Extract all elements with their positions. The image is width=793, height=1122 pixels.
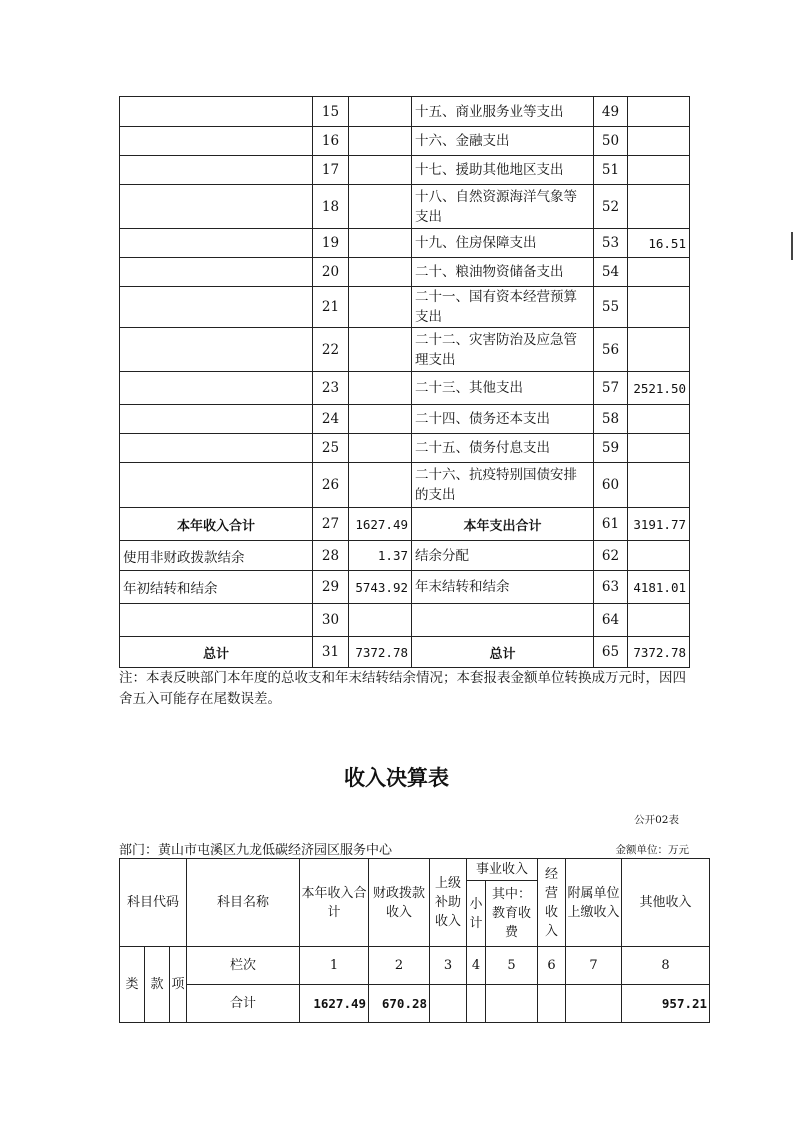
total-subtotal: [467, 985, 486, 1023]
table-row: [120, 229, 690, 258]
row-label-left: 使用非财政拨款结余: [120, 541, 313, 571]
row-number-right: 62: [594, 541, 628, 571]
row-item-right: 二十六、抗疫特别国债安排的支出: [412, 463, 594, 508]
row-number-left: 24: [313, 405, 349, 434]
row-item-right: 总计: [412, 637, 594, 668]
row-number-right: 59: [594, 434, 628, 463]
row-item-right: 结余分配: [412, 541, 594, 571]
table-row: [120, 185, 690, 229]
table-row: [120, 405, 690, 434]
table-row: [120, 97, 690, 127]
row-label-left: [120, 463, 313, 508]
header-lanci: 栏次: [187, 947, 300, 985]
total-operating: [538, 985, 566, 1023]
total-label: 合计: [187, 985, 300, 1023]
row-item-right: 二十、粮油物资储备支出: [412, 258, 594, 287]
row-number-left: 26: [313, 463, 349, 508]
table-row: [120, 604, 690, 637]
row-number-right: 50: [594, 127, 628, 156]
row-value-right: 2521.50: [628, 372, 690, 405]
row-value-left: [349, 185, 412, 229]
row-number-left: 17: [313, 156, 349, 185]
row-number-left: 20: [313, 258, 349, 287]
col-number: 5: [486, 947, 538, 985]
row-number-left: 23: [313, 372, 349, 405]
row-value-left: [349, 604, 412, 637]
row-label-left: [120, 185, 313, 229]
income-expenditure-body: [120, 97, 690, 668]
income-statement-table: [119, 858, 710, 1023]
row-item-right: 二十三、其他支出: [412, 372, 594, 405]
row-value-left: [349, 258, 412, 287]
row-value-left: [349, 287, 412, 328]
table-note: 注：本表反映部门本年度的总收支和年末结转结余情况；本套报表金额单位转换成万元时，因四舍五入可能存在尾数误差。: [119, 670, 686, 707]
row-number-right: 60: [594, 463, 628, 508]
row-value-left: [349, 328, 412, 372]
total-fiscal: 670.28: [369, 985, 430, 1023]
header-superior: 上级补助收入: [430, 859, 467, 947]
row-number-left: 25: [313, 434, 349, 463]
row-number-left: 29: [313, 571, 349, 604]
row-value-left: [349, 97, 412, 127]
header-lei: 类: [120, 947, 145, 1023]
table-row: [120, 434, 690, 463]
row-value-right: 16.51: [628, 229, 690, 258]
row-number-right: 49: [594, 97, 628, 127]
row-item-right: 二十四、债务还本支出: [412, 405, 594, 434]
row-label-left: 总计: [120, 637, 313, 668]
row-value-right: [628, 604, 690, 637]
row-item-right: 二十一、国有资本经营预算支出: [412, 287, 594, 328]
row-item-right: 十八、自然资源海洋气象等支出: [412, 185, 594, 229]
row-value-left: [349, 372, 412, 405]
row-number-left: 18: [313, 185, 349, 229]
row-value-right: [628, 434, 690, 463]
row-item-right: 本年支出合计: [412, 508, 594, 541]
row-item-right: 年末结转和结余: [412, 571, 594, 604]
table-row: [120, 127, 690, 156]
table-row: [120, 287, 690, 328]
row-value-right: [628, 258, 690, 287]
income-expenditure-table: [119, 96, 690, 668]
section-title: 收入决算表: [344, 766, 449, 790]
row-value-left: [349, 405, 412, 434]
row-number-right: 51: [594, 156, 628, 185]
table-row: [120, 156, 690, 185]
row-label-left: [120, 372, 313, 405]
row-value-right: [628, 405, 690, 434]
row-number-left: 30: [313, 604, 349, 637]
row-item-right: 二十五、债务付息支出: [412, 434, 594, 463]
row-number-left: 19: [313, 229, 349, 258]
row-item-right: [412, 604, 594, 637]
row-value-left: [349, 156, 412, 185]
header-subtotal: 小计: [467, 881, 486, 947]
row-value-right: [628, 463, 690, 508]
row-value-left: 7372.78: [349, 637, 412, 668]
row-number-left: 21: [313, 287, 349, 328]
row-value-left: [349, 127, 412, 156]
row-value-left: [349, 434, 412, 463]
department-label: 部门：黄山市屯溪区九龙低碳经济园区服务中心: [119, 843, 393, 858]
row-number-right: 52: [594, 185, 628, 229]
row-label-left: [120, 328, 313, 372]
row-item-right: 十九、住房保障支出: [412, 229, 594, 258]
row-value-right: [628, 541, 690, 571]
row-label-left: [120, 229, 313, 258]
row-number-right: 65: [594, 637, 628, 668]
header-income: 本年收入合计: [300, 859, 369, 947]
header-fiscal: 财政拨款收入: [369, 859, 430, 947]
total-affiliate: [566, 985, 622, 1023]
row-value-left: [349, 229, 412, 258]
row-value-left: 1.37: [349, 541, 412, 571]
table-row: [120, 571, 690, 604]
amount-unit: 金额单位：万元: [615, 844, 689, 856]
header-kuan: 款: [145, 947, 170, 1023]
total-other: 957.21: [622, 985, 710, 1023]
header-code: 科目代码: [120, 859, 187, 947]
row-number-left: 28: [313, 541, 349, 571]
row-value-right: [628, 97, 690, 127]
row-number-right: 57: [594, 372, 628, 405]
total-edu-fee: [486, 985, 538, 1023]
row-value-right: [628, 185, 690, 229]
row-value-left: [349, 463, 412, 508]
header-xiang: 项: [170, 947, 187, 1023]
row-value-right: 3191.77: [628, 508, 690, 541]
row-number-right: 54: [594, 258, 628, 287]
table-row: [120, 463, 690, 508]
table-row: [120, 328, 690, 372]
table-row: [120, 637, 690, 668]
row-label-left: [120, 97, 313, 127]
row-label-left: [120, 434, 313, 463]
row-number-right: 55: [594, 287, 628, 328]
row-number-left: 31: [313, 637, 349, 668]
row-label-left: [120, 258, 313, 287]
row-value-left: 5743.92: [349, 571, 412, 604]
row-number-left: 15: [313, 97, 349, 127]
row-value-right: [628, 156, 690, 185]
col-number: 1: [300, 947, 369, 985]
row-value-right: [628, 328, 690, 372]
row-number-left: 22: [313, 328, 349, 372]
col-number: 2: [369, 947, 430, 985]
row-item-right: 十六、金融支出: [412, 127, 594, 156]
table-row: [120, 541, 690, 571]
row-label-left: [120, 405, 313, 434]
row-item-right: 十七、援助其他地区支出: [412, 156, 594, 185]
row-label-left: [120, 604, 313, 637]
row-number-right: 61: [594, 508, 628, 541]
table-row: [120, 508, 690, 541]
column-number-row: [120, 947, 710, 985]
col-number: 4: [467, 947, 486, 985]
row-value-left: 1627.49: [349, 508, 412, 541]
row-label-left: [120, 127, 313, 156]
col-number: 3: [430, 947, 467, 985]
row-number-left: 27: [313, 508, 349, 541]
total-income: 1627.49: [300, 985, 369, 1023]
row-value-right: [628, 287, 690, 328]
header-edu-fee: 其中：教育收费: [486, 881, 538, 947]
form-number: 公开02表: [634, 814, 679, 826]
row-label-left: 年初结转和结余: [120, 571, 313, 604]
row-value-right: 4181.01: [628, 571, 690, 604]
header-row-1: [120, 859, 710, 881]
row-value-right: [628, 127, 690, 156]
row-item-right: 二十二、灾害防治及应急管理支出: [412, 328, 594, 372]
row-number-left: 16: [313, 127, 349, 156]
row-value-right: 7372.78: [628, 637, 690, 668]
total-row: [120, 985, 710, 1023]
row-item-right: 十五、商业服务业等支出: [412, 97, 594, 127]
row-label-left: 本年收入合计: [120, 508, 313, 541]
row-number-right: 58: [594, 405, 628, 434]
header-name: 科目名称: [187, 859, 300, 947]
row-number-right: 56: [594, 328, 628, 372]
header-operating: 经营收入: [538, 859, 566, 947]
col-number: 8: [622, 947, 710, 985]
col-number: 7: [566, 947, 622, 985]
table-row: [120, 258, 690, 287]
header-affiliate: 附属单位上缴收入: [566, 859, 622, 947]
row-number-right: 64: [594, 604, 628, 637]
row-label-left: [120, 156, 313, 185]
table-row: [120, 372, 690, 405]
row-number-right: 53: [594, 229, 628, 258]
row-number-right: 63: [594, 571, 628, 604]
col-number: 6: [538, 947, 566, 985]
header-business: 事业收入: [467, 859, 538, 881]
total-superior: [430, 985, 467, 1023]
row-label-left: [120, 287, 313, 328]
header-other: 其他收入: [622, 859, 710, 947]
